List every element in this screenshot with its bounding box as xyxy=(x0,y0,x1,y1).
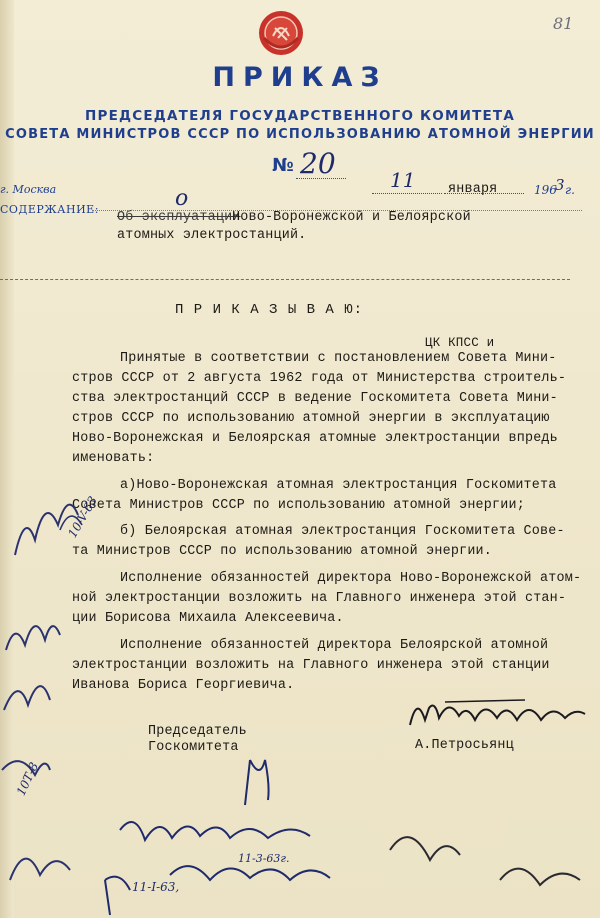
petrosyants-signature xyxy=(405,690,590,735)
body-line: стров СССР по использованию атомной энергии в эксплуатацию xyxy=(72,411,550,426)
header-separator xyxy=(0,279,570,280)
margin-date: 10-V-63 xyxy=(65,493,101,541)
page-number: 81 xyxy=(553,14,574,33)
order-word: П Р И К А З Ы В А Ю: xyxy=(175,302,364,318)
order-number: 20 xyxy=(300,147,336,180)
city-label: г. Москва xyxy=(0,183,57,196)
body-line: та Министров СССР по использованию атомной энергии. xyxy=(72,544,493,559)
body-line: б) Белоярская атомная электростанция Госкомитета Сове- xyxy=(120,524,565,539)
date-year-digit: 3 xyxy=(555,176,565,194)
content-correction: о xyxy=(175,186,189,211)
subtitle-line-2: СОВЕТА МИНИСТРОВ СССР ПО ИСПОЛЬЗОВАНИЮ АТОМНОЙ ЭНЕРГИИ xyxy=(5,127,595,142)
signatory-name: А.Петросьянц xyxy=(415,738,514,753)
bottom-date-1: 11-3-63г. xyxy=(238,852,290,865)
signature-title-2: Госкомитета xyxy=(148,740,239,755)
date-year-prefix: 196 xyxy=(534,183,557,197)
body-line: ства электростанций СССР в ведение Госкомитета Совета Мини- xyxy=(72,391,558,406)
body-line: ции Борисова Михаила Алексеевича. xyxy=(72,611,344,626)
content-label: СОДЕРЖАНИЕ: xyxy=(0,203,99,216)
date-month-line xyxy=(444,193,524,194)
margin-handwriting xyxy=(0,470,100,910)
date-day-line xyxy=(372,193,442,194)
number-label: № xyxy=(272,155,294,176)
document-title: ПРИКАЗ xyxy=(212,62,388,93)
body-line: Совета Министров СССР по использованию атомной энергии; xyxy=(72,498,525,513)
body-line: а)Ново-Воронежская атомная электростанция Госкомитета xyxy=(120,478,557,493)
number-underline xyxy=(296,178,346,179)
body-line: именовать: xyxy=(72,451,155,466)
date-day: 11 xyxy=(390,168,416,192)
date-year-suffix: г. xyxy=(565,183,575,197)
bottom-date-2: 11-I-63, xyxy=(132,880,180,894)
content-struck-text: Об эксплуатации xyxy=(117,210,241,225)
content-underline xyxy=(92,210,582,211)
ussr-emblem-icon xyxy=(256,8,306,58)
body-line: стров СССР от 2 августа 1962 года от Министерства строитель- xyxy=(72,371,567,386)
body-line: Иванова Бориса Георгиевича. xyxy=(72,678,295,693)
body-line: ной электростанции возложить на Главного инженера этой стан- xyxy=(72,591,567,606)
margin-code: 10Т-8 xyxy=(13,760,42,798)
body-line: Исполнение обязанностей директора Белоярской атомной xyxy=(120,638,549,653)
body-line: электростанции возложить на Главного инженера этой станции xyxy=(72,658,550,673)
date-month: января xyxy=(448,182,498,197)
body-line: Исполнение обязанностей директора Ново-Воронежской атом- xyxy=(120,571,582,586)
subtitle-line-1: ПРЕДСЕДАТЕЛЯ ГОСУДАРСТВЕННОГО КОМИТЕТА xyxy=(85,108,515,124)
content-line-2: атомных электростанций. xyxy=(117,228,307,243)
content-line-1: Ново-Воронежской и Белоярской xyxy=(232,210,471,225)
body-line: Принятые в соответствии с постановлением Совета Мини- xyxy=(120,351,557,366)
insert-note: ЦК КПСС и xyxy=(425,336,495,350)
signature-title-1: Председатель xyxy=(148,724,247,739)
body-line: Ново-Воронежская и Белоярская атомные электростанции впредь xyxy=(72,431,558,446)
